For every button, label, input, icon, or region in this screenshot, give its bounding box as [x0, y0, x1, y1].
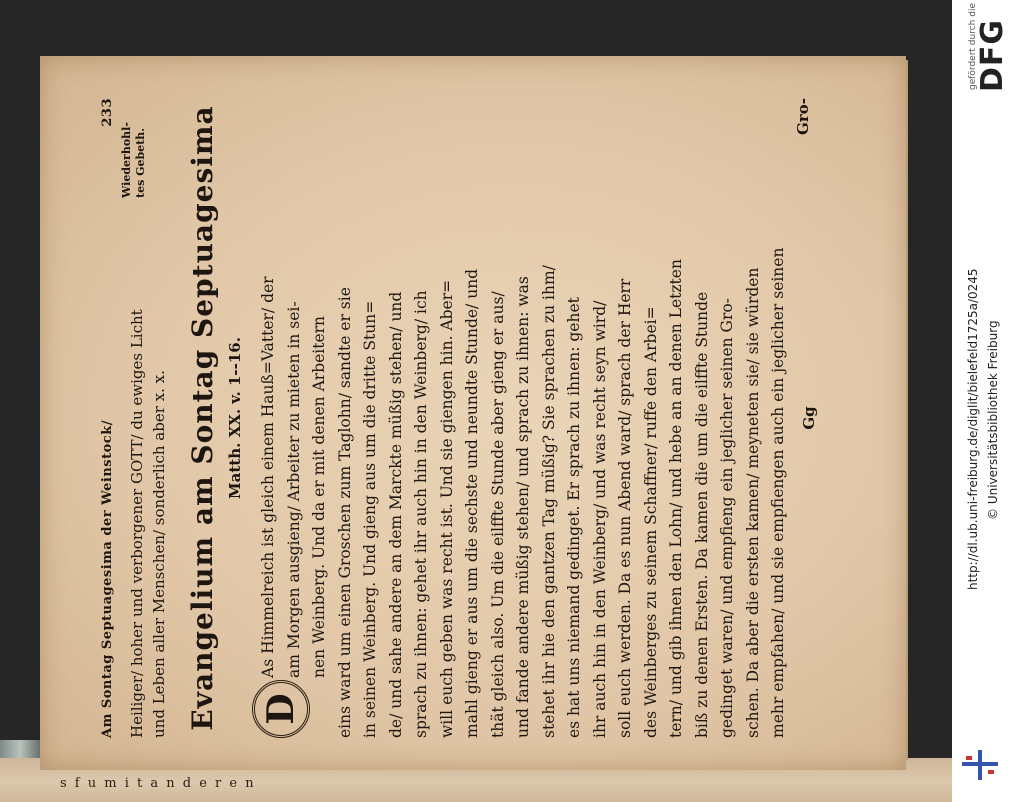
- body-line: in seinen Weinberg. Und gieng aus um die dritte Stun=: [361, 300, 379, 738]
- body-line: mehr empfahen/ und sie empfiengen auch ein jeglicher seinen: [769, 247, 787, 738]
- signature-mark: Gg: [800, 406, 818, 430]
- body-line: thät gleich also. Um die eilffte Stunde aber gieng er aus/: [488, 291, 507, 738]
- body-line: stehet ihr hie den gantzen Tag müßig? Sie sprachen zu ihm/: [539, 265, 558, 738]
- body-line: biß zu denen Ersten. Da kamen die um die eilffte Stunde: [692, 291, 711, 738]
- next-page-text: s f u m i t a n d e r e n: [60, 776, 256, 791]
- catchword: Gro-: [793, 98, 812, 135]
- body-line: sprach zu ihnen: gehet ihr auch hin in den Weinberg/ ich: [412, 290, 430, 738]
- body-line: schen. Da aber die ersten kamen/ meyneten sie/ sie würden: [743, 267, 762, 738]
- gospel-heading: Evangelium am Sontag Septuagesima: [186, 105, 219, 731]
- body-line: des Weinberges zu seinem Schaffner/ ruffe den Arbei=: [641, 306, 660, 738]
- intro-line: und Leben aller Menschen/ sonderlich aber x. x.: [150, 370, 168, 738]
- body-line: gedinget waren/ und empfieng ein jeglicher seinen Gro-: [718, 298, 736, 738]
- body-line: de/ und sahe andere an dem Marckte müßig stehen/ und: [386, 291, 405, 738]
- intro-line: Heiliger/ hoher und verborgener GOTT/ du ewiges Licht: [128, 309, 146, 738]
- copyright-text: © Universitätsbibliothek Freiburg: [986, 320, 1000, 520]
- body-line: will euch geben was recht ist. Und sie giengen hin. Aber=: [437, 279, 456, 738]
- initial-letter: D: [252, 680, 310, 738]
- body-line: es hat uns niemand gedinget. Er sprach zu ihnen: gehet: [565, 297, 583, 738]
- body-line: tern/ und gib ihnen den Lohn/ und hebe an an denen Letzten: [667, 259, 685, 738]
- body-line: soll euch werden. Da es nun Abend ward/ sprach der Herr: [616, 278, 634, 738]
- permalink-url[interactable]: http://dl.ub.uni-freiburg.de/diglit/bielefeld1725a/0245: [966, 268, 980, 590]
- library-logo-icon: [962, 750, 998, 780]
- running-head: [100, 98, 126, 738]
- margin-note-line: tes Gebeth.: [134, 127, 147, 198]
- body-line: mahl gieng er aus um die sechste und neundte Stunde/ und: [463, 268, 481, 738]
- body-line: eins ward um einen Groschen zum Taglohn/ sandte er sie: [335, 287, 354, 738]
- funded-by-text: gefördert durch die: [968, 3, 978, 90]
- body-line: am Morgen ausgieng/ Arbeiter zu mieten in sei-: [284, 301, 303, 678]
- body-line: nen Weinberg. Und da er mit denen Arbeitern: [310, 315, 328, 678]
- dfg-logo: DFG: [975, 18, 1010, 92]
- scripture-reference: Matth. XX. v. 1--16.: [226, 337, 244, 499]
- running-title: Am Sontag Septuagesima der Weinstock/: [100, 420, 115, 738]
- body-line: As Himmelreich ist gleich einem Hauß=Vatter/ der: [259, 276, 277, 678]
- page-number: 233: [100, 98, 115, 127]
- body-line: und fande andere müßig stehen/ und sprach zu ihnen: was: [514, 276, 532, 738]
- page-text: [100, 98, 840, 738]
- attribution-sidebar: [952, 0, 1011, 802]
- body-line: ihr auch hin in den Weinberg/ und was recht seyn wird/: [590, 300, 609, 738]
- margin-note-line: Wiederhohl-: [120, 122, 133, 198]
